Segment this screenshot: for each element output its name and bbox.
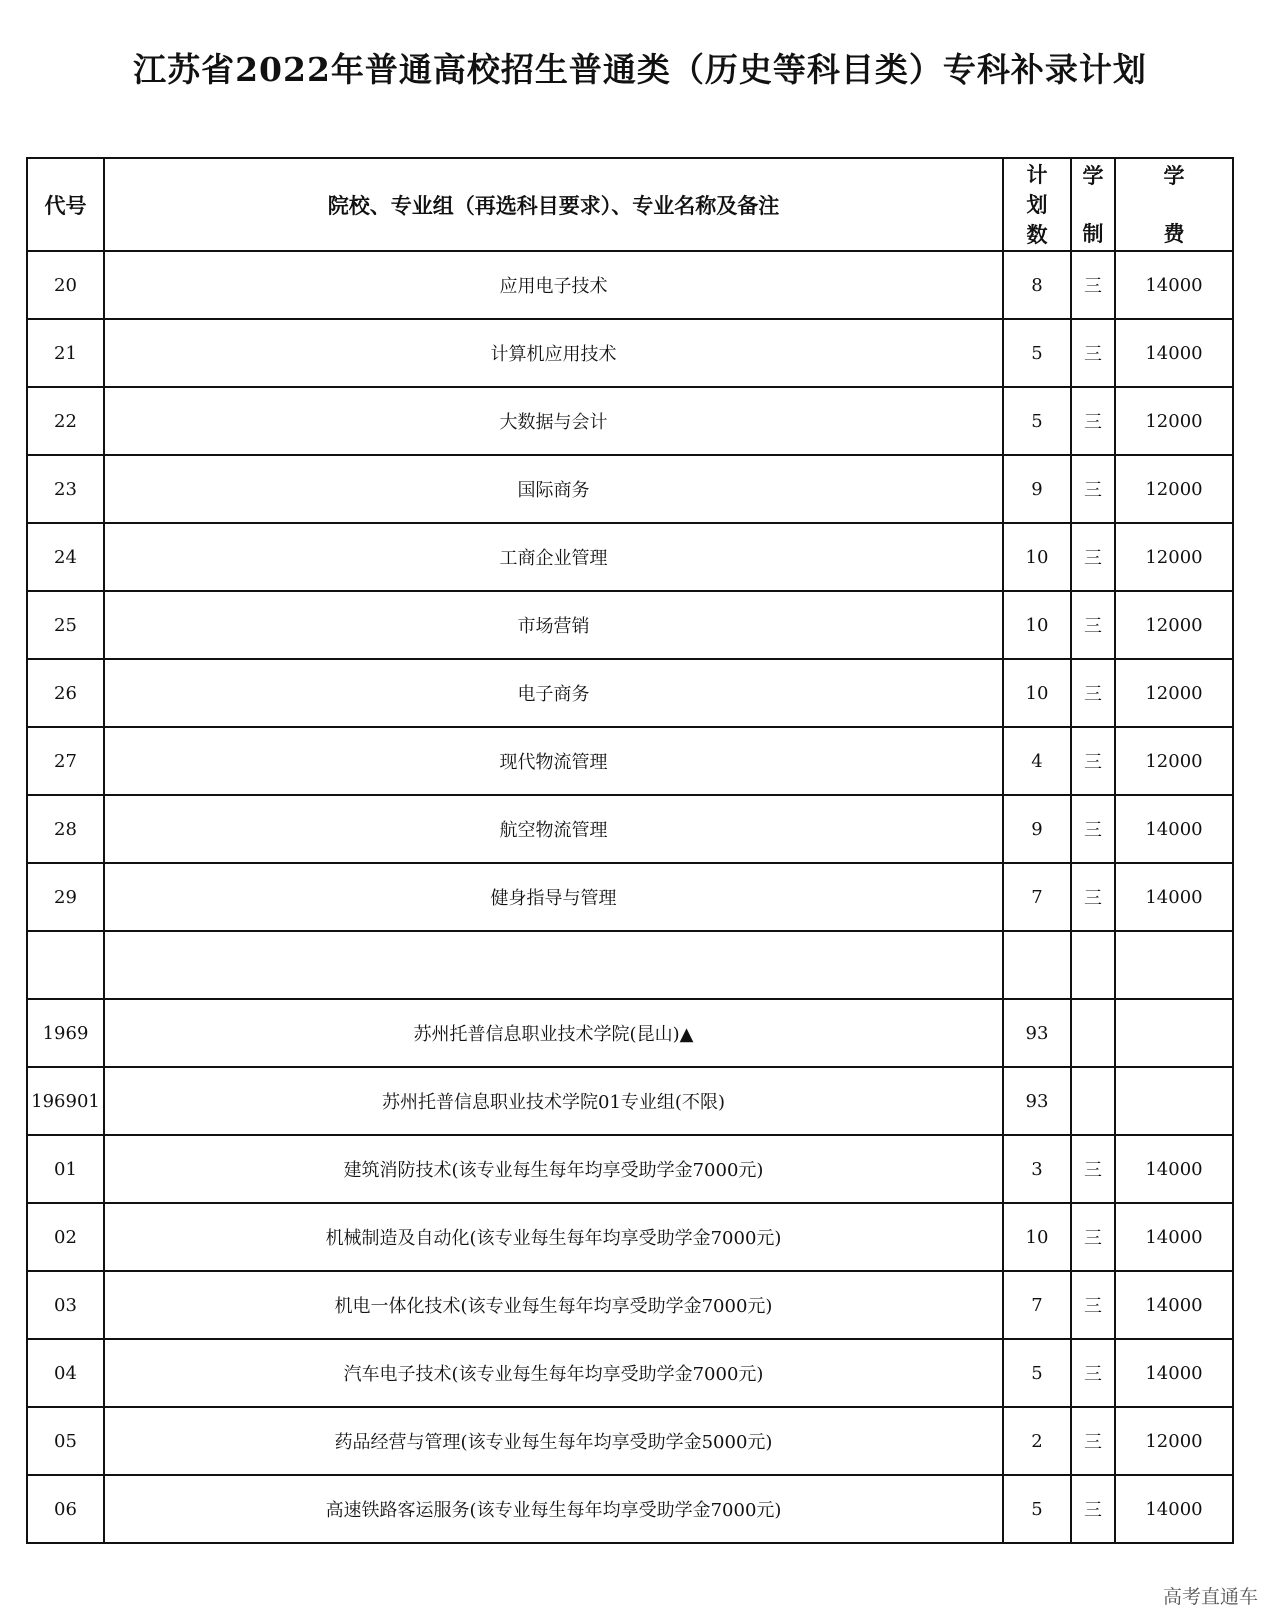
cell-plan: 4 (1003, 727, 1071, 795)
cell-years: 三 (1071, 523, 1115, 591)
table-header-row (27, 158, 1233, 251)
cell-fee: 12000 (1115, 659, 1233, 727)
cell-name: 药品经营与管理(该专业每生每年均享受助学金5000元) (104, 1407, 1003, 1475)
cell-code: 196901 (27, 1067, 104, 1135)
table-row (27, 795, 1233, 863)
cell-years (1071, 999, 1115, 1067)
header-fee-char: 费 (1163, 221, 1185, 246)
table-row (27, 863, 1233, 931)
cell-code: 03 (27, 1271, 104, 1339)
cell-code: 02 (27, 1203, 104, 1271)
cell-years: 三 (1071, 251, 1115, 319)
cell-code: 29 (27, 863, 104, 931)
cell-name: 高速铁路客运服务(该专业每生每年均享受助学金7000元) (104, 1475, 1003, 1543)
header-years-char: 制 (1082, 221, 1104, 246)
cell-plan: 10 (1003, 523, 1071, 591)
table-row (27, 931, 1233, 999)
cell-name: 应用电子技术 (104, 251, 1003, 319)
cell-fee: 14000 (1115, 795, 1233, 863)
cell-fee: 12000 (1115, 387, 1233, 455)
table-row (27, 251, 1233, 319)
cell-plan: 9 (1003, 795, 1071, 863)
cell-plan: 10 (1003, 1203, 1071, 1271)
table-row (27, 455, 1233, 523)
enrollment-plan-table (26, 157, 1234, 1544)
cell-code: 26 (27, 659, 104, 727)
cell-code: 20 (27, 251, 104, 319)
cell-plan: 7 (1003, 1271, 1071, 1339)
cell-code: 01 (27, 1135, 104, 1203)
cell-years: 三 (1071, 1203, 1115, 1271)
cell-plan: 10 (1003, 659, 1071, 727)
cell-name (104, 931, 1003, 999)
cell-name: 建筑消防技术(该专业每生每年均享受助学金7000元) (104, 1135, 1003, 1203)
cell-fee (1115, 999, 1233, 1067)
cell-name: 市场营销 (104, 591, 1003, 659)
cell-years: 三 (1071, 727, 1115, 795)
cell-plan: 8 (1003, 251, 1071, 319)
table-row (27, 727, 1233, 795)
cell-code: 27 (27, 727, 104, 795)
cell-name: 航空物流管理 (104, 795, 1003, 863)
cell-name: 健身指导与管理 (104, 863, 1003, 931)
cell-fee: 14000 (1115, 251, 1233, 319)
header-years-char: 学 (1082, 163, 1104, 188)
cell-code (27, 931, 104, 999)
table-body (27, 251, 1233, 1543)
table-row (27, 1135, 1233, 1203)
header-code: 代号 (27, 158, 104, 251)
cell-code: 05 (27, 1407, 104, 1475)
cell-years: 三 (1071, 795, 1115, 863)
table-row (27, 1475, 1233, 1543)
cell-name: 苏州托普信息职业技术学院01专业组(不限) (104, 1067, 1003, 1135)
table-row (27, 1407, 1233, 1475)
cell-fee (1115, 931, 1233, 999)
cell-name: 机电一体化技术(该专业每生每年均享受助学金7000元) (104, 1271, 1003, 1339)
cell-code: 25 (27, 591, 104, 659)
table-row (27, 1203, 1233, 1271)
cell-code: 06 (27, 1475, 104, 1543)
cell-years: 三 (1071, 591, 1115, 659)
cell-plan: 2 (1003, 1407, 1071, 1475)
cell-fee: 14000 (1115, 1203, 1233, 1271)
cell-code: 04 (27, 1339, 104, 1407)
cell-plan: 3 (1003, 1135, 1071, 1203)
cell-code: 28 (27, 795, 104, 863)
cell-code: 21 (27, 319, 104, 387)
header-fee-char: 学 (1163, 163, 1185, 188)
cell-name: 工商企业管理 (104, 523, 1003, 591)
cell-plan: 7 (1003, 863, 1071, 931)
cell-years: 三 (1071, 863, 1115, 931)
header-plan (1003, 158, 1071, 251)
table-row (27, 659, 1233, 727)
cell-name: 机械制造及自动化(该专业每生每年均享受助学金7000元) (104, 1203, 1003, 1271)
cell-plan (1003, 931, 1071, 999)
header-years (1071, 158, 1115, 251)
cell-fee: 12000 (1115, 523, 1233, 591)
cell-plan: 9 (1003, 455, 1071, 523)
cell-years (1071, 931, 1115, 999)
cell-fee: 14000 (1115, 1135, 1233, 1203)
cell-name: 大数据与会计 (104, 387, 1003, 455)
header-plan-char: 划 (1026, 192, 1048, 217)
cell-plan: 5 (1003, 1475, 1071, 1543)
table-row (27, 1339, 1233, 1407)
cell-years: 三 (1071, 1407, 1115, 1475)
watermark: 高考直通车 (1162, 1586, 1258, 1608)
cell-fee (1115, 1067, 1233, 1135)
cell-years (1071, 1067, 1115, 1135)
header-name: 院校、专业组（再选科目要求）、专业名称及备注 (104, 158, 1003, 251)
table-row (27, 1067, 1233, 1135)
cell-plan: 5 (1003, 319, 1071, 387)
cell-fee: 14000 (1115, 1271, 1233, 1339)
cell-fee: 14000 (1115, 863, 1233, 931)
cell-years: 三 (1071, 659, 1115, 727)
cell-code: 1969 (27, 999, 104, 1067)
cell-fee: 12000 (1115, 1407, 1233, 1475)
cell-fee: 14000 (1115, 1475, 1233, 1543)
cell-fee: 12000 (1115, 455, 1233, 523)
cell-fee: 12000 (1115, 727, 1233, 795)
cell-plan: 93 (1003, 1067, 1071, 1135)
cell-years: 三 (1071, 1475, 1115, 1543)
cell-plan: 93 (1003, 999, 1071, 1067)
table-row (27, 591, 1233, 659)
cell-plan: 10 (1003, 591, 1071, 659)
cell-name: 汽车电子技术(该专业每生每年均享受助学金7000元) (104, 1339, 1003, 1407)
cell-years: 三 (1071, 387, 1115, 455)
cell-plan: 5 (1003, 387, 1071, 455)
table-row (27, 387, 1233, 455)
header-fee (1115, 158, 1233, 251)
cell-fee: 12000 (1115, 591, 1233, 659)
page-title: 江苏省2022年普通高校招生普通类（历史等科目类）专科补录计划 (133, 50, 1147, 89)
cell-years: 三 (1071, 1271, 1115, 1339)
header-plan-char: 计 (1026, 162, 1048, 187)
cell-fee: 14000 (1115, 319, 1233, 387)
cell-years: 三 (1071, 319, 1115, 387)
cell-name: 现代物流管理 (104, 727, 1003, 795)
table-row (27, 999, 1233, 1067)
cell-name: 计算机应用技术 (104, 319, 1003, 387)
cell-plan: 5 (1003, 1339, 1071, 1407)
cell-code: 23 (27, 455, 104, 523)
cell-code: 24 (27, 523, 104, 591)
table-row (27, 1271, 1233, 1339)
cell-name: 国际商务 (104, 455, 1003, 523)
cell-years: 三 (1071, 1339, 1115, 1407)
table-row (27, 319, 1233, 387)
cell-years: 三 (1071, 1135, 1115, 1203)
cell-years: 三 (1071, 455, 1115, 523)
table-row (27, 523, 1233, 591)
cell-code: 22 (27, 387, 104, 455)
header-plan-char: 数 (1026, 222, 1048, 247)
cell-name: 电子商务 (104, 659, 1003, 727)
cell-fee: 14000 (1115, 1339, 1233, 1407)
cell-name: 苏州托普信息职业技术学院(昆山)▲ (104, 999, 1003, 1067)
